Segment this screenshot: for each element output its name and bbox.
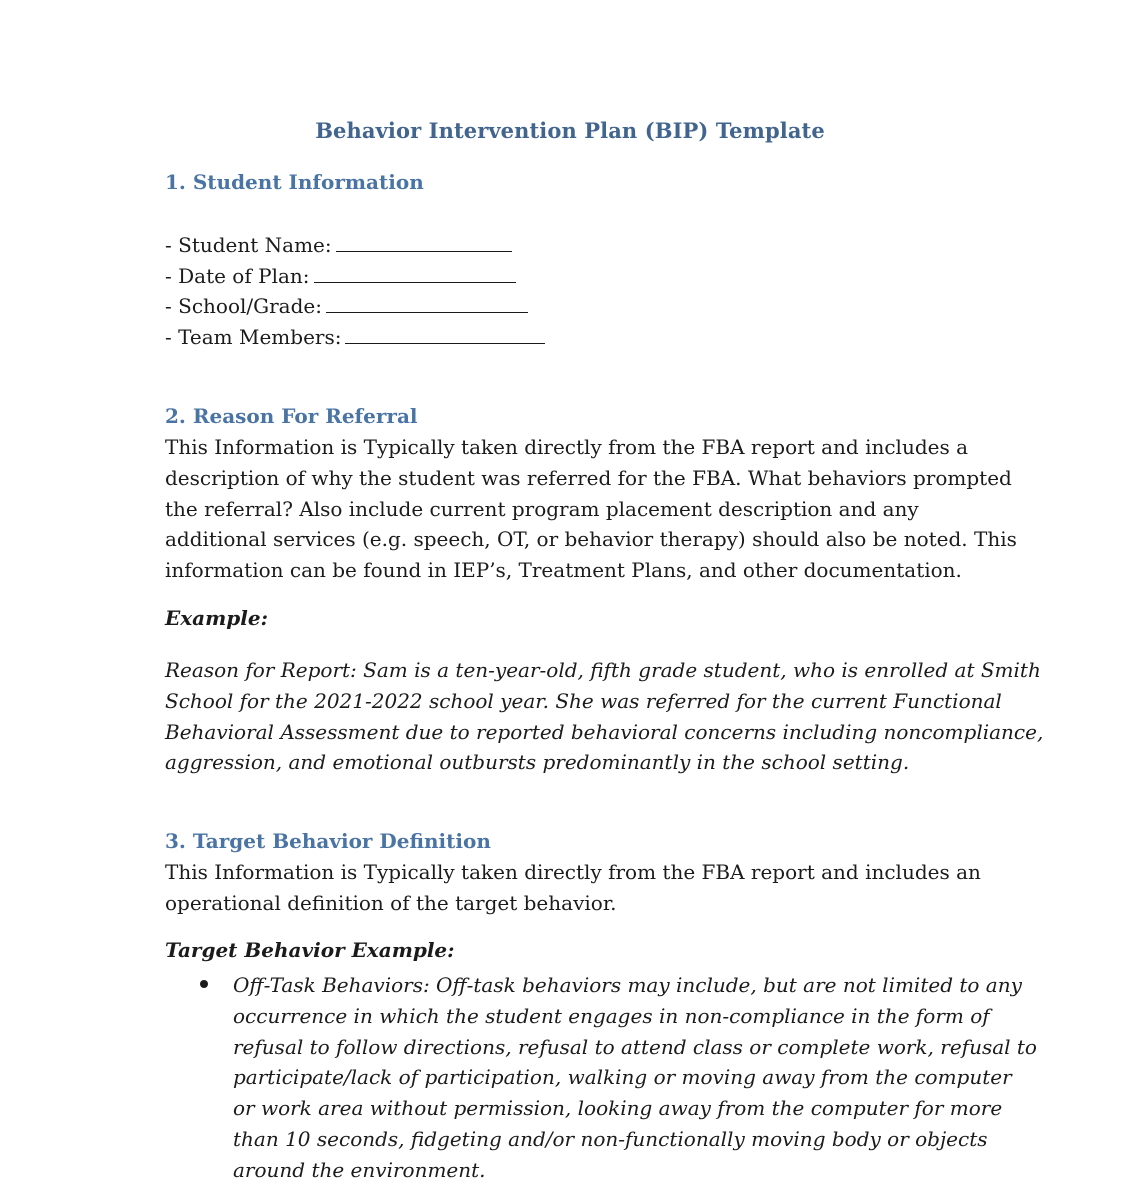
target-behavior-description [165,857,995,919]
field-student-name [165,230,545,261]
section-heading-target-behavior-definition: 3. Target Behavior Definition [165,829,491,853]
text-line: than 10 seconds, fidgeting and/or non-functionally moving body or objects [233,1126,988,1151]
text-line: occurrence in which the student engages in non-compliance in the form of [233,1003,990,1028]
text-line: School for the 2021-2022 school year. She was referred for the current Functional [165,688,1002,713]
text-line: Behavioral Assessment due to reported behavioral concerns including noncompliance, [165,719,1044,744]
fill-in-blank [326,293,528,313]
section-heading-reason-for-referral: 2. Reason For Referral [165,404,418,428]
text-line: This Information is Typically taken directly from the FBA report and includes a [165,435,969,459]
field-school-grade [165,291,545,322]
fill-in-blank [345,324,545,344]
field-team-members [165,322,545,353]
text-line: description of why the student was referred for the FBA. What behaviors prompted [165,465,1012,490]
text-line: This Information is Typically taken directly from the FBA report and includes an [165,860,981,884]
text-line: information can be found in IEP’s, Treatment Plans, and other documentation. [165,558,962,583]
bullet-icon [200,980,208,988]
field-label: - Student Name: [165,233,332,257]
student-information-fields [165,230,545,352]
field-date-of-plan [165,261,545,292]
field-label: - Team Members: [165,324,342,349]
bullet-text [233,970,1037,1186]
fill-in-blank [336,232,512,252]
text-line: Off-Task Behaviors: Off-task behaviors may include, but are not limited to any [233,973,1022,997]
text-line: additional services (e.g. speech, OT, or behavior therapy) should also be noted. This [165,527,1017,552]
text-line: the referral? Also include current program placement description and any [165,496,919,521]
document-title: Behavior Intervention Plan (BIP) Template [315,118,825,143]
field-label: - Date of Plan: [165,263,310,288]
referral-example-text [165,655,1044,778]
section-heading-student-information: 1. Student Information [165,170,424,194]
example-label: Example: [165,606,268,630]
text-line: or work area without permission, looking away from the computer for more [233,1096,1003,1121]
text-line: Reason for Report: Sam is a ten-year-old, fifth grade student, who is enrolled at Smith [165,658,1041,682]
text-line: participate/lack of participation, walking or moving away from the computer [233,1065,1012,1090]
reason-for-referral-description [165,432,1017,586]
text-line: aggression, and emotional outbursts predominantly in the school setting. [165,750,910,775]
target-behavior-example-label: Target Behavior Example: [165,938,455,962]
text-line: refusal to follow directions, refusal to attend class or complete work, refusal to [233,1034,1037,1059]
text-line: operational definition of the target behavior. [165,890,617,915]
field-label: - School/Grade: [165,294,322,318]
fill-in-blank [314,263,516,283]
text-line: around the environment. [233,1157,486,1182]
